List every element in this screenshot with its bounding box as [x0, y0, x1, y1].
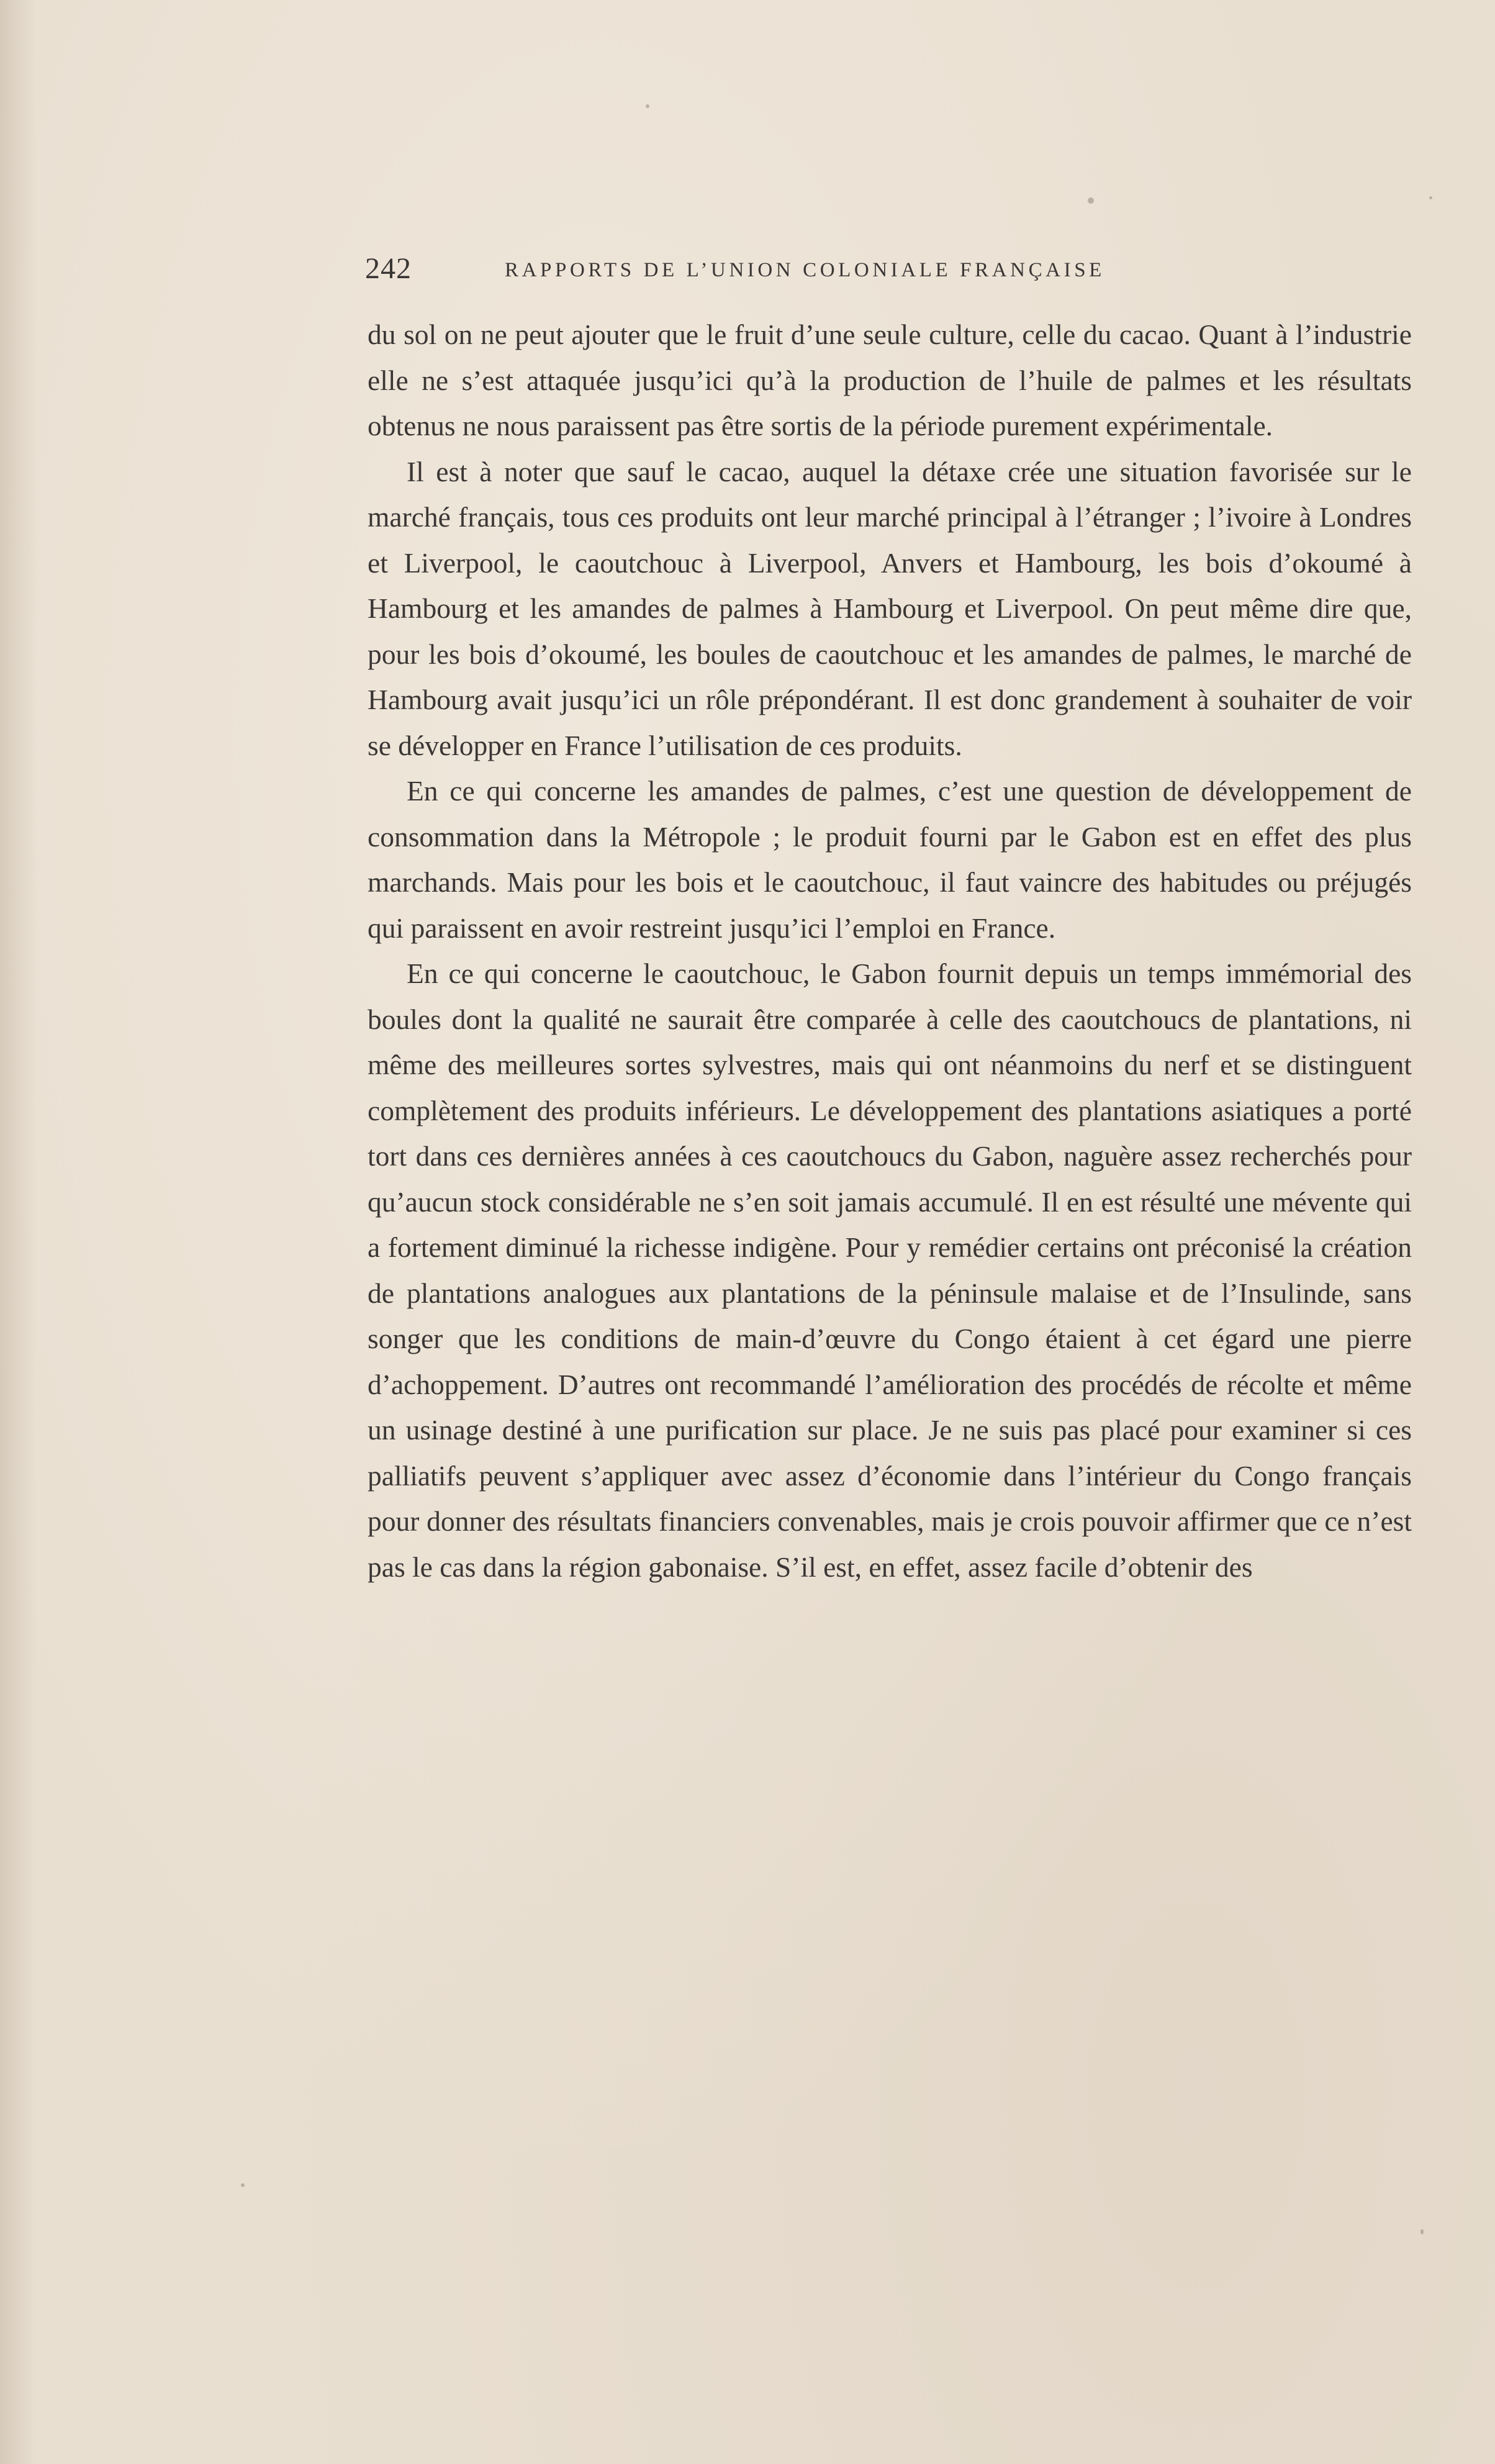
running-head: RAPPORTS DE L’UNION COLONIALE FRANÇAISE: [505, 259, 1105, 281]
paragraph-4: En ce qui concerne le caoutchouc, le Gabon fournit depuis un temps immémorial des boules dont la qualité ne saurait être comparée à celle des caoutchoucs de plantations, ni même des meilleures sortes sylvestres, mais qui ont néanmoins du nerf et se distinguent complètement des produits inférieurs. Le développement des plantations asiatiques a porté tort dans ces dernières années à ces caoutchoucs du Gabon, naguère assez recherchés pour qu’aucun stock considérable ne s’en soit jamais accumulé. Il en est résulté une mévente qui a fortement diminué la richesse indigène. Pour y remédier certains ont préconisé la création de plantations analogues aux plantations de la péninsule malaise et de l’Insulinde, sans songer que les conditions de main-d’œuvre du Congo étaient à cet égard une pierre d’achoppement. D’autres ont recommandé l’amélioration des procédés de récolte et même un usinage destiné à une purification sur place. Je ne suis pas placé pour examiner si ces palliatifs peuvent s’appliquer avec assez d’économie dans l’intérieur du Congo français pour donner des résultats financiers convenables, mais je crois pouvoir affirmer que ce n’est pas le cas dans la région gabonaise. S’il est, en effet, assez facile d’obtenir des: [368, 958, 1412, 1583]
body-text: [368, 312, 1412, 1590]
paper-speck: [1420, 2229, 1424, 2234]
paper-speck: [646, 104, 649, 108]
paragraph-3: En ce qui concerne les amandes de palmes, c’est une question de développement de consommation dans la Métropole ; le produit fourni par le Gabon est en effet des plus marchands. Mais pour les bois et le caoutchouc, il faut vaincre des habitudes ou préjugés qui paraissent en avoir restreint jusqu’ici l’emploi en France.: [368, 775, 1412, 944]
paper-speck: [241, 2183, 245, 2187]
page-number: 242: [365, 252, 412, 285]
paragraph-2: Il est à noter que sauf le cacao, auquel la détaxe crée une situation favorisée sur le marché français, tous ces produits ont leur marché principal à l’étranger ; l’ivoire à Londres et Liverpool, le caoutchouc à Liverpool, Anvers et Hambourg, les bois d’okoumé à Hambourg et les amandes de palmes à Hambourg et Liverpool. On peut même dire que, pour les bois d’okoumé, les boules de caoutchouc et les amandes de palmes, le marché de Hambourg avait jusqu’ici un rôle prépondérant. Il est donc grandement à souhaiter de voir se développer en France l’utilisation de ces produits.: [368, 455, 1412, 761]
paragraph-1: du sol on ne peut ajouter que le fruit d’une seule culture, celle du cacao. Quant à l’industrie elle ne s’est attaquée jusqu’ici qu’à la production de l’huile de palmes et les résultats obtenus ne nous paraissent pas être sortis de la période purement expérimentale.: [368, 319, 1412, 442]
page-edge-shadow: [0, 0, 37, 2464]
paper-speck: [1429, 196, 1432, 199]
page-header: [365, 247, 1240, 291]
paper-speck: [1088, 197, 1094, 204]
